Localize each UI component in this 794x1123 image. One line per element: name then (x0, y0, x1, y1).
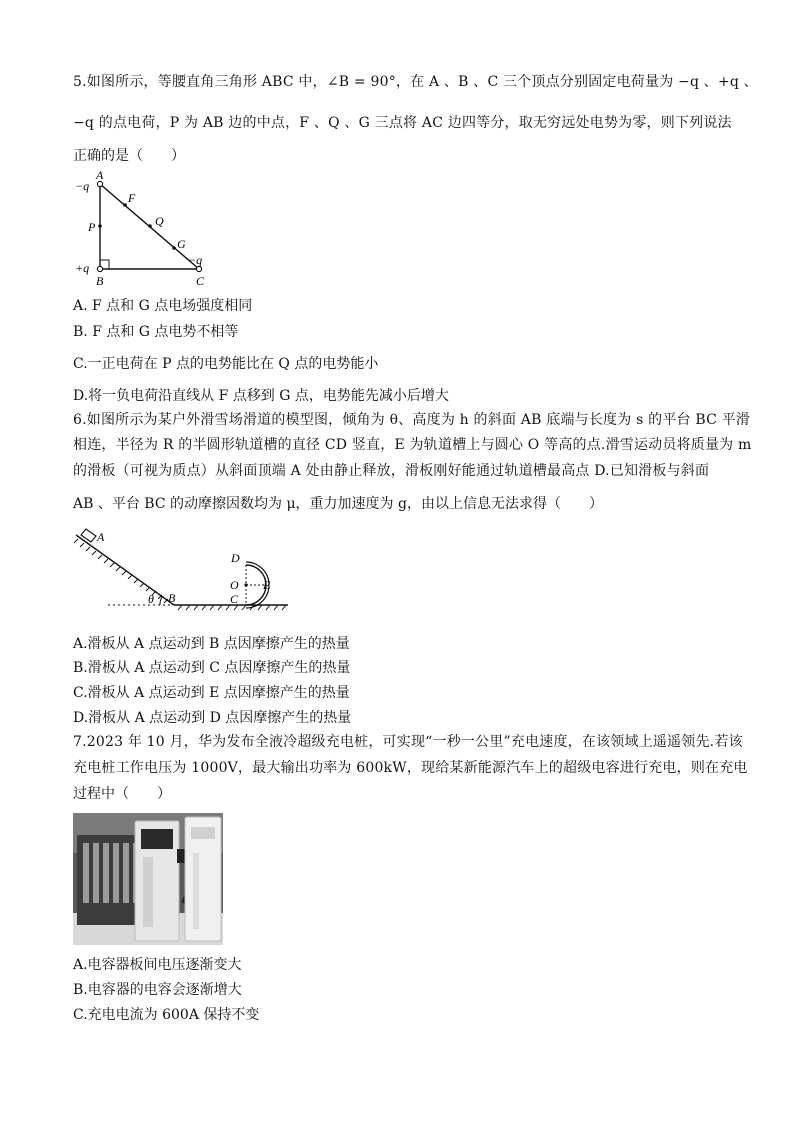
q7-stem-line3: 过程中（ ） (73, 786, 171, 802)
label-b: B (168, 591, 176, 605)
point-f-dot (123, 203, 127, 207)
q5-option-b: B. F 点和 G 点电势不相等 (73, 324, 239, 340)
q6-stem-line2: 相连，半径为 R 的半圆形轨道槽的直径 CD 竖直，E 为轨道槽上与圆心 O 等高的点.滑雪运动员将质量为 m (73, 437, 752, 453)
label-f: F (128, 191, 136, 205)
vertex-b-dot (97, 266, 102, 271)
q7-option-a: A.电容器板间电压逐渐变大 (73, 957, 242, 973)
label-g: G (177, 237, 186, 251)
label-o: O (230, 578, 239, 592)
q7-stem-line1: 7.2023 年 10 月，华为发布全液冷超级充电桩，可实现“一秒一公里”充电速度，在该领域上遥遥领先.若该 (73, 734, 743, 750)
vertex-c-dot (196, 266, 201, 271)
charging-station-photo (73, 813, 223, 945)
label-c: C (230, 592, 239, 606)
q6-stem-line4: AB 、平台 BC 的动摩擦因数均为 μ，重力加速度为 g，由以上信息无法求得（ ） (73, 496, 603, 512)
point-o-dot (244, 583, 247, 586)
point-g-dot (172, 246, 176, 250)
slope-ab (76, 535, 174, 605)
q6-option-d: D.滑板从 A 点运动到 D 点因摩擦产生的热量 (73, 710, 352, 726)
q5-option-d: D.将一负电荷沿直线从 F 点移到 G 点，电势能先减小后增大 (73, 388, 449, 404)
charge-c: −q (188, 253, 203, 267)
label-p: P (88, 220, 96, 234)
angle-theta-arc (160, 597, 162, 605)
q5-stem-line2: −q 的点电荷，P 为 AB 边的中点，F 、Q 、G 三点将 AC 边四等分，取无穷远处电势为零，则下列说法 (73, 115, 732, 131)
q6-option-a: A.滑板从 A 点运动到 B 点因摩擦产生的热量 (73, 636, 350, 652)
q5-stem-line3: 正确的是（ ） (73, 148, 185, 164)
q6-ski-track-figure (70, 525, 295, 625)
label-a: A (97, 530, 105, 544)
label-d: D (231, 551, 240, 565)
point-p-dot (98, 224, 102, 228)
q5-option-c: C.一正电荷在 P 点的电势能比在 Q 点的电势能小 (73, 356, 379, 372)
q5-triangle-figure (70, 168, 220, 290)
q7-stem-line2: 充电桩工作电压为 1000V，最大输出功率为 600kW，现给某新能源汽车上的超级电容进行充电，则在充电 (73, 760, 748, 776)
label-b: B (96, 274, 104, 288)
label-c: C (196, 274, 205, 288)
q5-stem-line1: 5.如图所示，等腰直角三角形 ABC 中，∠B = 90°，在 A 、B 、C 三个顶点分别固定电荷量为 −q 、+q 、 (73, 74, 758, 90)
q7-option-c: C.充电电流为 600A 保持不变 (73, 1007, 260, 1023)
vertex-a-dot (97, 181, 102, 186)
label-q: Q (155, 214, 164, 228)
q7-option-b: B.电容器的电容会逐渐增大 (73, 982, 242, 998)
q6-stem-line3: 的滑板（可视为质点）从斜面顶端 A 处由静止释放，滑板刚好能通过轨道槽最高点 D.已知滑板与斜面 (73, 463, 710, 479)
q6-option-b: B.滑板从 A 点运动到 C 点因摩擦产生的热量 (73, 660, 351, 676)
label-theta: θ (148, 592, 154, 606)
charge-a: −q (75, 179, 90, 193)
charge-b: +q (75, 261, 90, 275)
label-a: A (96, 168, 104, 182)
point-q-dot (148, 224, 152, 228)
q5-option-a: A. F 点和 G 点电场强度相同 (73, 298, 253, 314)
label-e: E (263, 578, 271, 592)
q6-stem-line1: 6.如图所示为某户外滑雪场滑道的模型图，倾角为 θ、高度为 h 的斜面 AB 底端与长度为 s 的平台 BC 平滑 (73, 412, 751, 428)
q6-option-c: C.滑板从 A 点运动到 E 点因摩擦产生的热量 (73, 685, 350, 701)
